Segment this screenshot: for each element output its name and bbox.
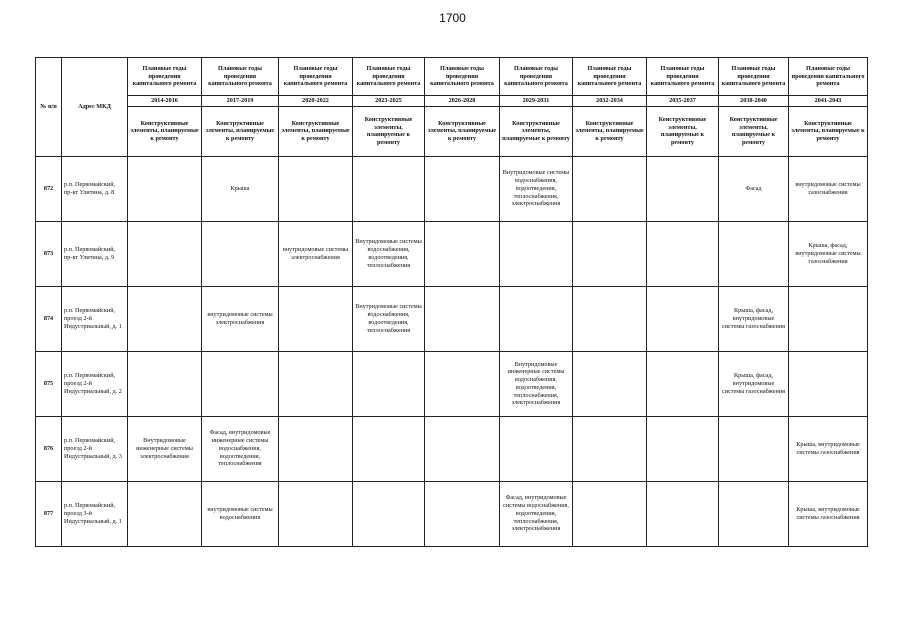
table-cell: Крыша, фасад, внутридомовые системы газоснабжения [719,286,789,351]
table-cell: Внутридомовые инженерные системы водоснабжения, водоотведения, теплоснабжения, электроснабжения [500,351,573,416]
table-row [36,286,868,351]
table-cell: внутридомовые системы газоснабжения [789,156,868,221]
header-elements: Конструктивные элементы, планируемые к ремонту [128,106,202,156]
table-cell: внутридомовые системы электроснабжения [202,286,279,351]
table-cell [425,221,500,286]
header-address: Адрес МКД [62,58,128,157]
table-cell [279,156,353,221]
row-address: р.п. Первомайский, проезд 3-й Индустриальный, д. 1 [62,481,128,546]
table-row [36,221,868,286]
table-row [36,351,868,416]
header-elements: Конструктивные элементы, планируемые к ремонту [647,106,719,156]
table-cell [279,286,353,351]
table-cell [573,286,647,351]
header-years: 2020-2022 [279,96,353,107]
header-elements: Конструктивные элементы, планируемые к ремонту [425,106,500,156]
table-cell: внутридомовые системы водоснабжения [202,481,279,546]
table-cell [353,481,425,546]
table-cell: Внутридомовые системы водоснабжения, водоотведения, теплоснабжения, электроснабжения [500,156,573,221]
table-cell: Крыша, внутридомовые системы газоснабжения [789,481,868,546]
table-cell [573,156,647,221]
table-cell: внутридомовые системы электроснабжения [279,221,353,286]
header-period-title: Плановые годы проведения капитального ремонта [202,58,279,96]
table-cell [573,351,647,416]
header-years: 2041-2043 [789,96,868,107]
header-row-periods [36,58,868,96]
table-cell [573,221,647,286]
table-cell [128,156,202,221]
table-cell [647,156,719,221]
header-elements: Конструктивные элементы, планируемые к ремонту [279,106,353,156]
table-cell [128,221,202,286]
header-elements: Конструктивные элементы, планируемые к ремонту [573,106,647,156]
row-number: 872 [36,156,62,221]
table-cell [500,416,573,481]
header-elements: Конструктивные элементы, планируемые к ремонту [789,106,868,156]
header-period-title: Плановые годы проведения капитального ремонта [128,58,202,96]
table-cell [279,416,353,481]
table-cell [425,481,500,546]
table-cell: Крыша, фасад, внутридомовые системы газоснабжения [789,221,868,286]
table-cell [789,286,868,351]
header-num: № п/п [36,58,62,157]
table-cell [647,351,719,416]
table-cell [719,416,789,481]
table-cell [202,221,279,286]
table-cell [425,156,500,221]
header-period-title: Плановые годы проведения капитального ремонта [647,58,719,96]
table-cell [719,221,789,286]
table-cell [647,221,719,286]
table-cell [789,351,868,416]
table-cell [279,481,353,546]
table-cell [202,351,279,416]
header-period-title: Плановые годы проведения капитального ремонта [425,58,500,96]
table-cell [719,481,789,546]
table-cell [353,156,425,221]
table-cell: Крыша, фасад, внутридомовые системы газоснабжения [719,351,789,416]
header-elements: Конструктивные элементы, планируемые к ремонту [719,106,789,156]
table-row [36,481,868,546]
header-period-title: Плановые годы проведения капитального ремонта [500,58,573,96]
row-number: 874 [36,286,62,351]
table-cell [128,481,202,546]
table-cell: Крыша [202,156,279,221]
header-years: 2026-2028 [425,96,500,107]
table-cell: Внутридомовые системы водоснабжения, водоотведения, теплоснабжения [353,286,425,351]
header-period-title: Плановые годы проведения капитального ремонта [279,58,353,96]
header-years: 2014-2016 [128,96,202,107]
header-years: 2035-2037 [647,96,719,107]
table-cell [353,416,425,481]
header-years: 2038-2040 [719,96,789,107]
header-years: 2029-2031 [500,96,573,107]
header-row-years [36,96,868,107]
table-cell [128,286,202,351]
row-address: р.п. Первомайский, проезд 2-й Индустриальный, д. 3 [62,416,128,481]
header-period-title: Плановые годы проведения капитального ремонта [719,58,789,96]
table-cell [425,416,500,481]
table-cell [425,351,500,416]
table-cell [647,481,719,546]
table-cell: Фасад [719,156,789,221]
page-number: 1700 [439,11,466,25]
header-years: 2032-2034 [573,96,647,107]
table-cell: Крыша, внутридомовые системы газоснабжения [789,416,868,481]
header-row-elements [36,106,868,156]
capital-repair-table [35,57,868,547]
header-elements: Конструктивные элементы, планируемые к ремонту [202,106,279,156]
header-elements: Конструктивные элементы, планируемые к ремонту [353,106,425,156]
row-address: р.п. Первомайский, пр-кт Улитина, д. 8 [62,156,128,221]
table-row [36,156,868,221]
table-cell [425,286,500,351]
table-cell [573,416,647,481]
row-number: 875 [36,351,62,416]
header-years: 2023-2025 [353,96,425,107]
row-number: 877 [36,481,62,546]
header-elements: Конструктивные элементы, планируемые к ремонту [500,106,573,156]
table-cell [500,221,573,286]
row-address: р.п. Первомайский, проезд 2-й Индустриальный, д. 1 [62,286,128,351]
table-cell [500,286,573,351]
table-cell [279,351,353,416]
row-address: р.п. Первомайский, пр-кт Улитина, д. 9 [62,221,128,286]
table-cell [353,351,425,416]
table-cell: Внутридомовые системы водоснабжения, водоотведения, теплоснабжения [353,221,425,286]
table-cell [647,286,719,351]
table-cell: Фасад, внутридомовые системы водоснабжения, водоотведения, теплоснабжения, электроснабжения [500,481,573,546]
header-period-title: Плановые годы проведения капитального ремонта [353,58,425,96]
header-period-title: Плановые годы проведения капитального ремонта [789,58,868,96]
row-number: 876 [36,416,62,481]
table-row [36,416,868,481]
table-cell [128,351,202,416]
header-period-title: Плановые годы проведения капитального ремонта [573,58,647,96]
table-cell [647,416,719,481]
row-number: 873 [36,221,62,286]
table-cell: Внутридомовые инженерные системы электроснабжения [128,416,202,481]
row-address: р.п. Первомайский, проезд 2-й Индустриальный, д. 2 [62,351,128,416]
table-cell: Фасад, внутридомовые инженерные системы водоснабжения, водоотведения, теплоснабжения [202,416,279,481]
header-years: 2017-2019 [202,96,279,107]
table-cell [573,481,647,546]
